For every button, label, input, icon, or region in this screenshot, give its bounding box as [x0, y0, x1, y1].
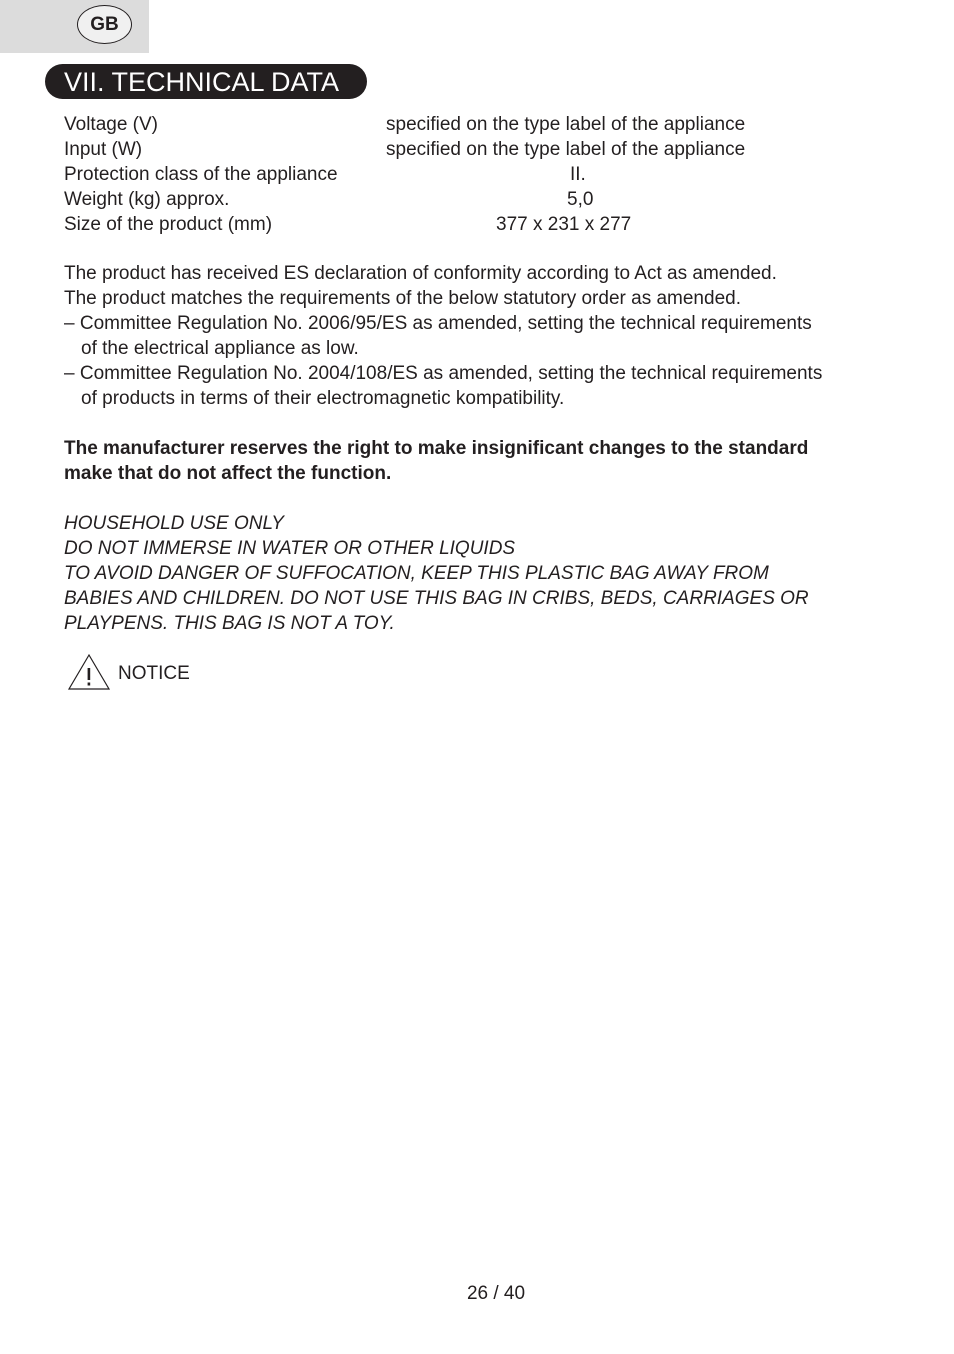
conformity-line: The product matches the requirements of the below statutory order as amended.: [64, 288, 741, 309]
language-tab: [0, 0, 149, 53]
spec-label: Weight (kg) approx.: [64, 189, 230, 210]
page-number: 26 / 40: [466, 1283, 526, 1304]
manufacturer-note: make that do not affect the function.: [64, 463, 392, 484]
spec-row-voltage: [0, 112, 954, 137]
regulation-line: of the electrical appliance as low.: [81, 338, 359, 359]
warning-line: BABIES AND CHILDREN. DO NOT USE THIS BAG IN CRIBS, BEDS, CARRIAGES OR: [64, 588, 809, 609]
notice-label: NOTICE: [118, 663, 190, 684]
warning-line: PLAYPENS. THIS BAG IS NOT A TOY.: [64, 613, 395, 634]
spec-row-input: [0, 137, 954, 162]
spec-label: Size of the product (mm): [64, 214, 273, 235]
regulation-line: – Committee Regulation No. 2004/108/ES as amended, setting the technical requirements: [64, 363, 823, 384]
spec-label: Voltage (V): [64, 114, 158, 135]
spec-label: Protection class of the appliance: [64, 164, 338, 185]
warning-line: DO NOT IMMERSE IN WATER OR OTHER LIQUIDS: [64, 538, 516, 559]
spec-row-size: [0, 212, 954, 237]
spec-value: specified on the type label of the appliance: [386, 139, 746, 160]
section-title: VII. TECHNICAL DATA: [45, 64, 367, 99]
spec-value: specified on the type label of the appliance: [386, 114, 746, 135]
spec-row-protection-class: [0, 162, 954, 187]
spec-label: Input (W): [64, 139, 143, 160]
spec-value: II.: [570, 164, 586, 185]
warning-triangle-icon: [67, 653, 111, 691]
warning-line: HOUSEHOLD USE ONLY: [64, 513, 284, 534]
spec-row-weight: [0, 187, 954, 212]
spec-value: 5,0: [567, 189, 594, 210]
warning-line: TO AVOID DANGER OF SUFFOCATION, KEEP THIS PLASTIC BAG AWAY FROM: [64, 563, 769, 584]
regulation-line: of products in terms of their electromagnetic kompatibility.: [81, 388, 565, 409]
manufacturer-note: The manufacturer reserves the right to make insignificant changes to the standard: [64, 438, 809, 459]
spec-value: 377 x 231 x 277: [496, 214, 632, 235]
regulation-line: – Committee Regulation No. 2006/95/ES as amended, setting the technical requirements: [64, 313, 812, 334]
language-badge: GB: [77, 5, 132, 44]
conformity-line: The product has received ES declaration of conformity according to Act as amended.: [64, 263, 777, 284]
